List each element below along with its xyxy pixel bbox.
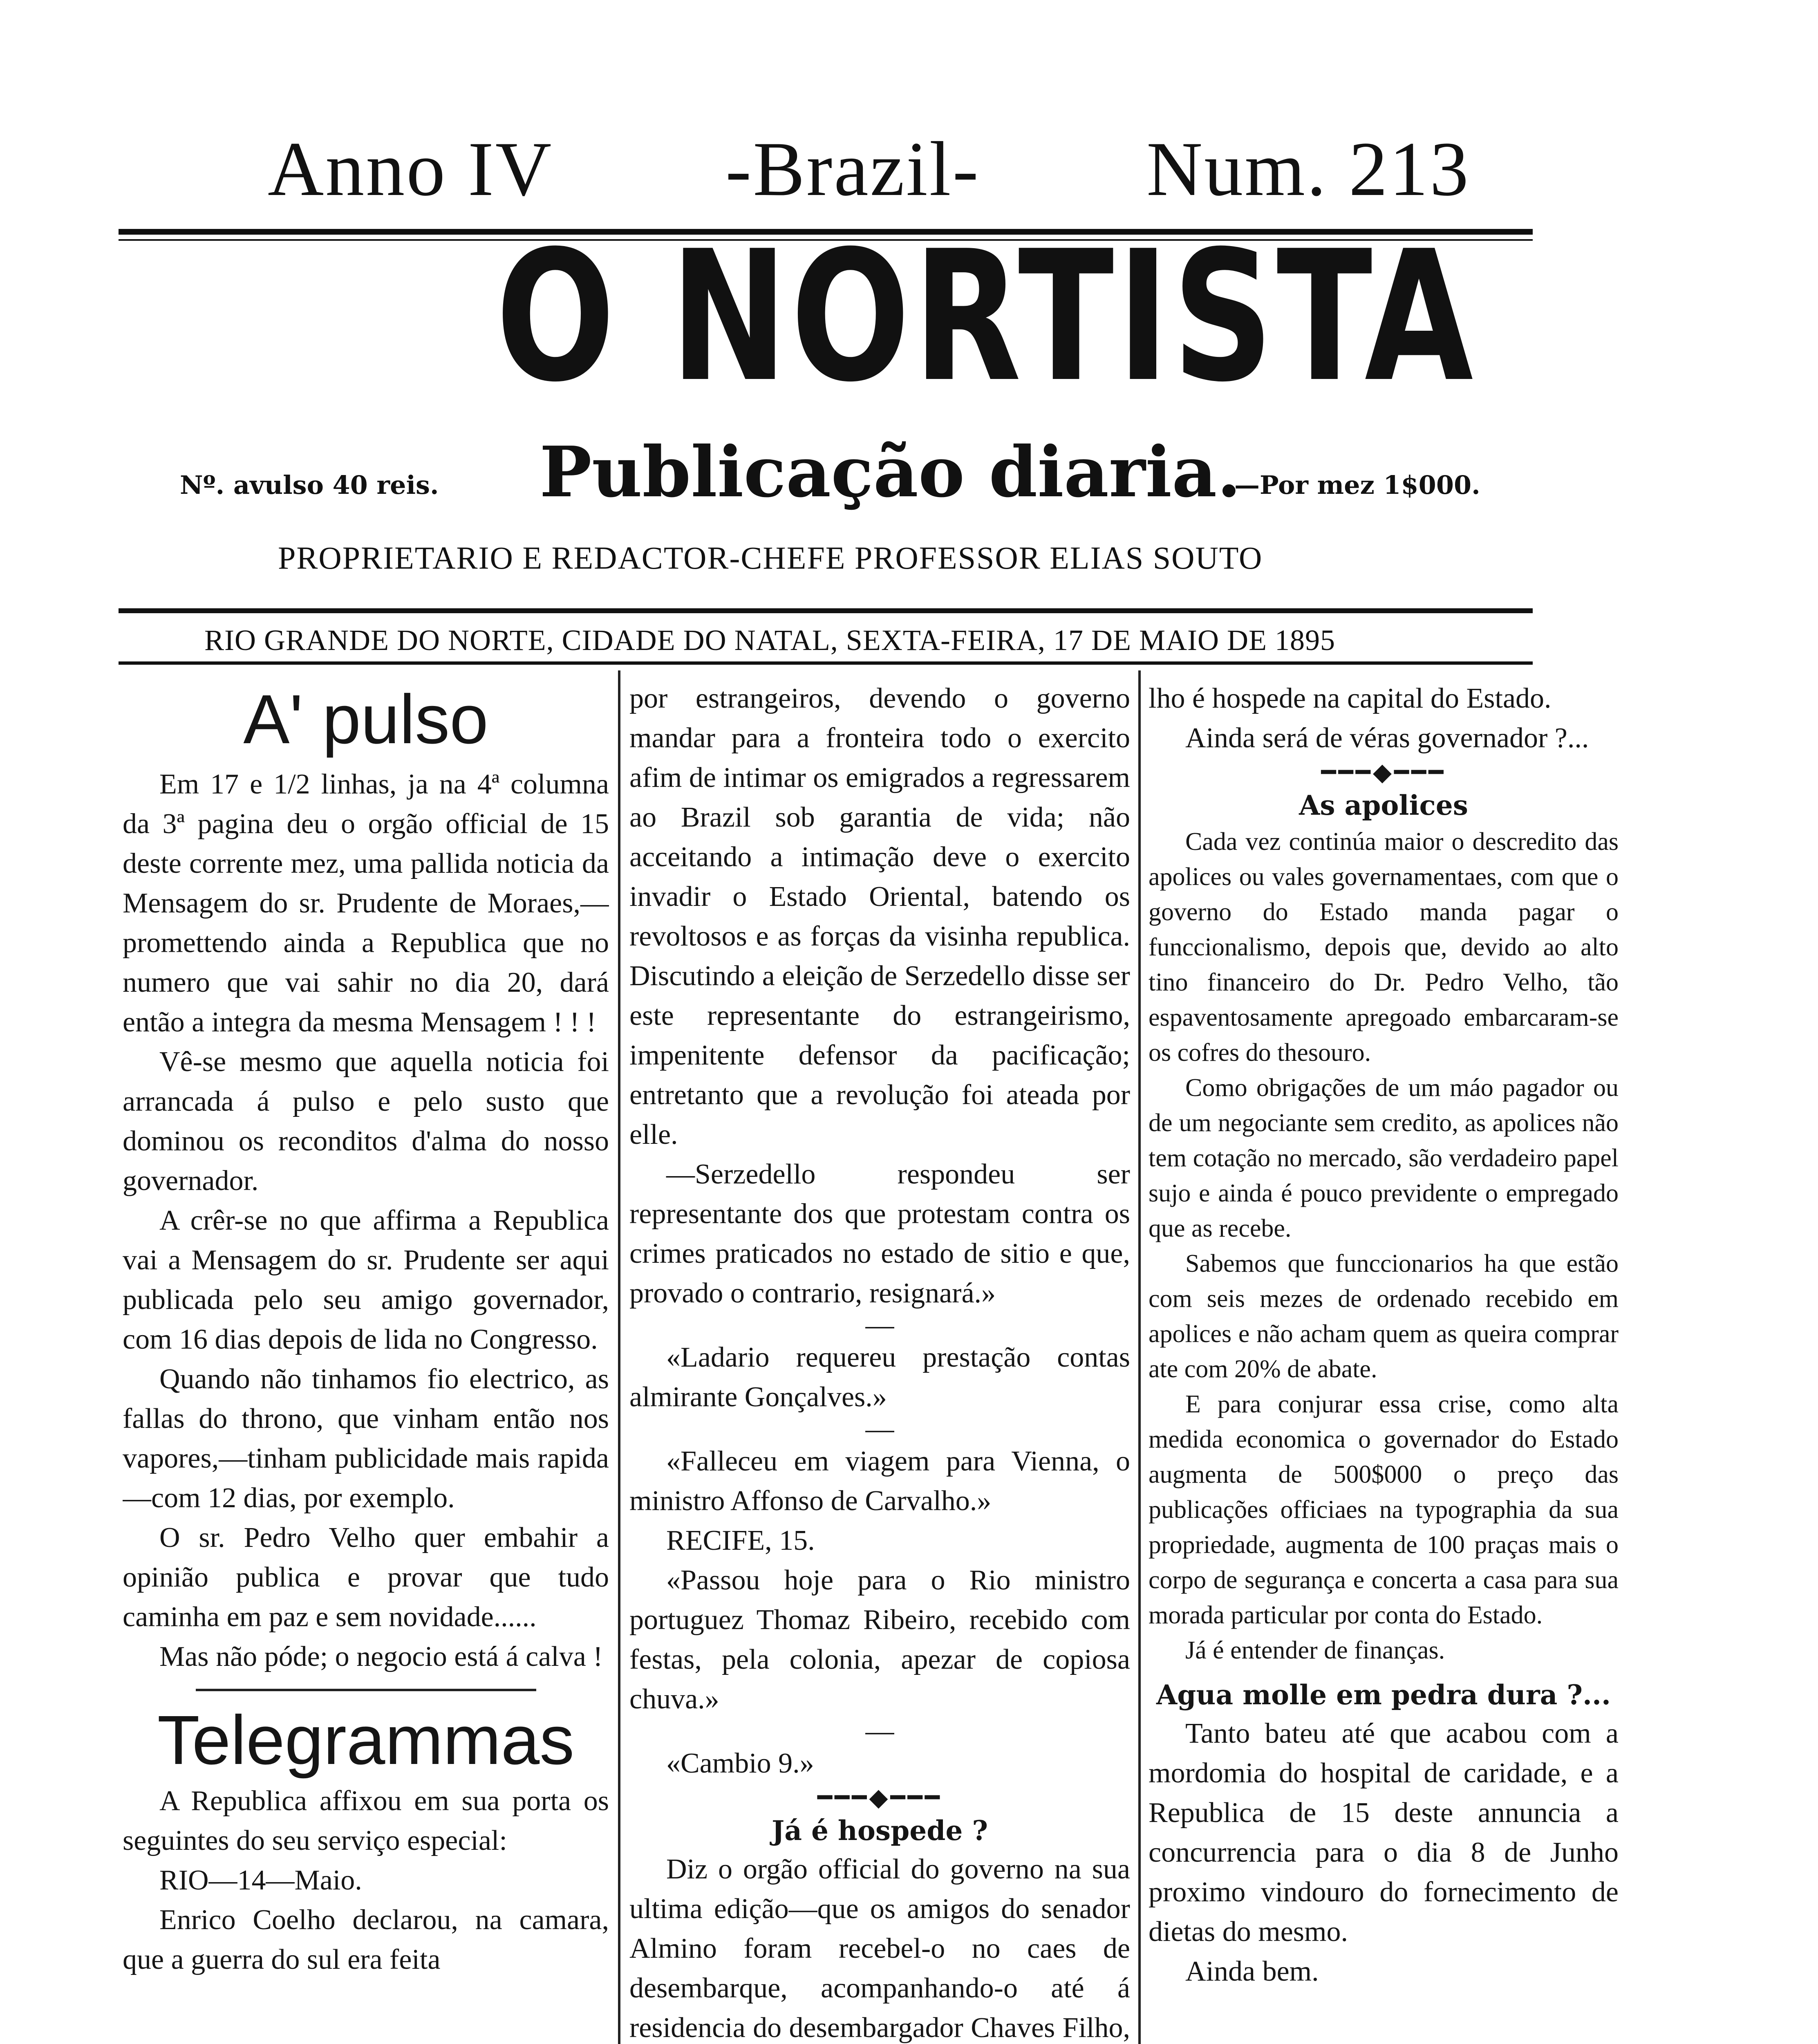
dash-separator: —: [865, 1715, 894, 1747]
article-headline-a-pulso: A' pulso: [243, 681, 488, 758]
paragraph: O sr. Pedro Velho quer embahir a opinião publica e provar que tudo caminha em paz e sem novidade......: [123, 1522, 609, 1633]
paragraph: Diz o orgão official do governo na sua ultima edição—que os amigos do senador Almino foram recebel-o no caes de desembarque, acompanhando-o até á residencia do desembargador Chaves Filho,: [629, 1853, 1130, 2044]
paragraph: Mas não póde; o negocio está á calva !: [159, 1641, 603, 1672]
paragraph: «Cambio 9.»: [666, 1748, 814, 1779]
paragraph: Ainda será de véras governador ?...: [1185, 722, 1589, 754]
masthead-subtitle: Publicação diaria.: [540, 431, 1241, 513]
paragraph: Quando não tinhamos fio electrico, as fallas do throno, que vinham então nos vapores,—tinham publicidade mais rapida—com 12 dias, por exemplo.: [123, 1363, 609, 1514]
column-3: [1149, 679, 1619, 2044]
paragraph: Já é entender de finanças.: [1185, 1636, 1445, 1664]
ornament-divider: ━━━◆━━━: [1321, 759, 1446, 786]
paragraph: Vê-se mesmo que aquella noticia foi arrancada á pulso e pelo susto que dominou os reconditos d'alma do nosso governador.: [123, 1046, 609, 1197]
masthead-title: O NORTISTA: [496, 212, 1477, 421]
dateline-rule-bottom: [119, 661, 1533, 665]
column-rule-2: [1138, 670, 1141, 2044]
dateline-rule-top: [119, 608, 1533, 613]
issue-year: Anno IV: [268, 126, 553, 212]
dateline: RIO GRANDE DO NORTE, CIDADE DO NATAL, SEXTA-FEIRA, 17 DE MAIO DE 1895: [204, 624, 1335, 657]
section-divider: [196, 1689, 536, 1691]
price-monthly: —Por mez 1$000.: [1234, 470, 1480, 500]
paragraph: «Ladario requereu prestação contas almirante Gonçalves.»: [629, 1342, 1130, 1413]
section-title-ja-e-hospede: Já é hospede ?: [771, 1815, 988, 1847]
paragraph: E para conjurar essa crise, como alta medida economica o governador do Estado augmenta de 500$000 o preço das publicações officiaes na typographia da sua propriedade, augmenta de 100 praças mais o corpo de segurança e concerta a casa para sua morada particular por conta do Estado.: [1149, 1390, 1619, 1629]
paragraph: Sabemos que funccionarios ha que estão com seis mezes de ordenado recebido em apolices e não acham quem as queira comprar ate com 20% de abate.: [1149, 1250, 1619, 1383]
price-single-issue: Nº. avulso 40 reis.: [180, 470, 439, 500]
paragraph: RECIFE, 15.: [666, 1525, 815, 1556]
issue-country: -Brazil-: [725, 126, 980, 212]
paragraph: A crêr-se no que affirma a Republica vai a Mensagem do sr. Prudente ser aqui publicada pelo seu amigo governador, com 16 dias depois de lida no Congresso.: [123, 1205, 609, 1355]
telegrams-headline: Telegrammas: [157, 1701, 575, 1779]
paragraph: lho é hospede na capital do Estado.: [1149, 683, 1552, 714]
proprietor-line: PROPRIETARIO E REDACTOR-CHEFE PROFESSOR ELIAS SOUTO: [278, 540, 1263, 576]
section-title-agua-molle: Agua molle em pedra dura ?...: [1156, 1679, 1611, 1711]
column-1: [123, 679, 609, 2044]
ornament-divider: ━━━◆━━━: [817, 1784, 942, 1811]
paragraph: Enrico Coelho declarou, na camara, que a guerra do sul era feita: [123, 1904, 609, 1975]
paragraph: «Falleceu em viagem para Vienna, o ministro Affonso de Carvalho.»: [629, 1446, 1130, 1517]
paragraph: —Serzedello respondeu ser representante dos que protestam contra os crimes praticados no estado de sitio e que, provado o contrario, resignará.»: [629, 1159, 1130, 1309]
dash-separator: —: [865, 1413, 894, 1445]
paragraph: Em 17 e 1/2 linhas, ja na 4ª columna da 3ª pagina deu o orgão official de 15 deste corrente mez, uma pallida noticia da Mensagem do sr. Prudente de Moraes,—promettendo ainda a Republica que no numero que vai sahir no dia 20, dará então a integra da mesma Mensagem ! ! !: [123, 769, 609, 1038]
column-2: [629, 679, 1130, 2044]
paragraph: por estrangeiros, devendo o governo mandar para a fronteira todo o exercito afim de intimar os emigrados a regressarem ao Brazil sob garantia de vida; não acceitando a intimação deve o exercito invadir o Estado Oriental, batendo os revoltosos e as forças da visinha republica. Discutindo a eleição de Serzedello disse ser este representante do estrangeirismo, impenitente defensor da pacificação; entretanto que a revolução foi ateada por elle.: [629, 683, 1130, 1150]
paragraph: RIO—14—Maio.: [159, 1865, 362, 1896]
paragraph: A Republica affixou em sua porta os seguintes do seu serviço especial:: [123, 1785, 609, 1856]
column-rule-1: [618, 670, 620, 2044]
paragraph: Cada vez continúa maior o descredito das apolices ou vales governamentaes, com que o governo do Estado manda pagar o funccionalismo, depois que, devido ao alto tino financeiro do Dr. Pedro Velho, tão espaventosamente apregoado embarcaram-se os cofres do thesouro.: [1149, 828, 1619, 1067]
paragraph: Ainda bem.: [1185, 1956, 1319, 1987]
issue-number: Num. 213: [1146, 126, 1470, 212]
paragraph: Tanto bateu até que acabou com a mordomia do hospital de caridade, e a Republica de 15 deste annuncia a concurrencia para o dia 8 de Junho proximo vindouro do fornecimento de dietas do mesmo.: [1149, 1718, 1619, 1948]
paragraph: Como obrigações de um máo pagador ou de um negociante sem credito, as apolices não tem cotação no mercado, são verdadeiro papel sujo e ainda é pouco previdente o empregado que as recebe.: [1149, 1074, 1619, 1242]
section-title-as-apolices: As apolices: [1299, 789, 1468, 821]
paragraph: «Passou hoje para o Rio ministro portuguez Thomaz Ribeiro, recebido com festas, pela colonia, apezar de copiosa chuva.»: [629, 1564, 1130, 1715]
dash-separator: —: [865, 1309, 894, 1341]
